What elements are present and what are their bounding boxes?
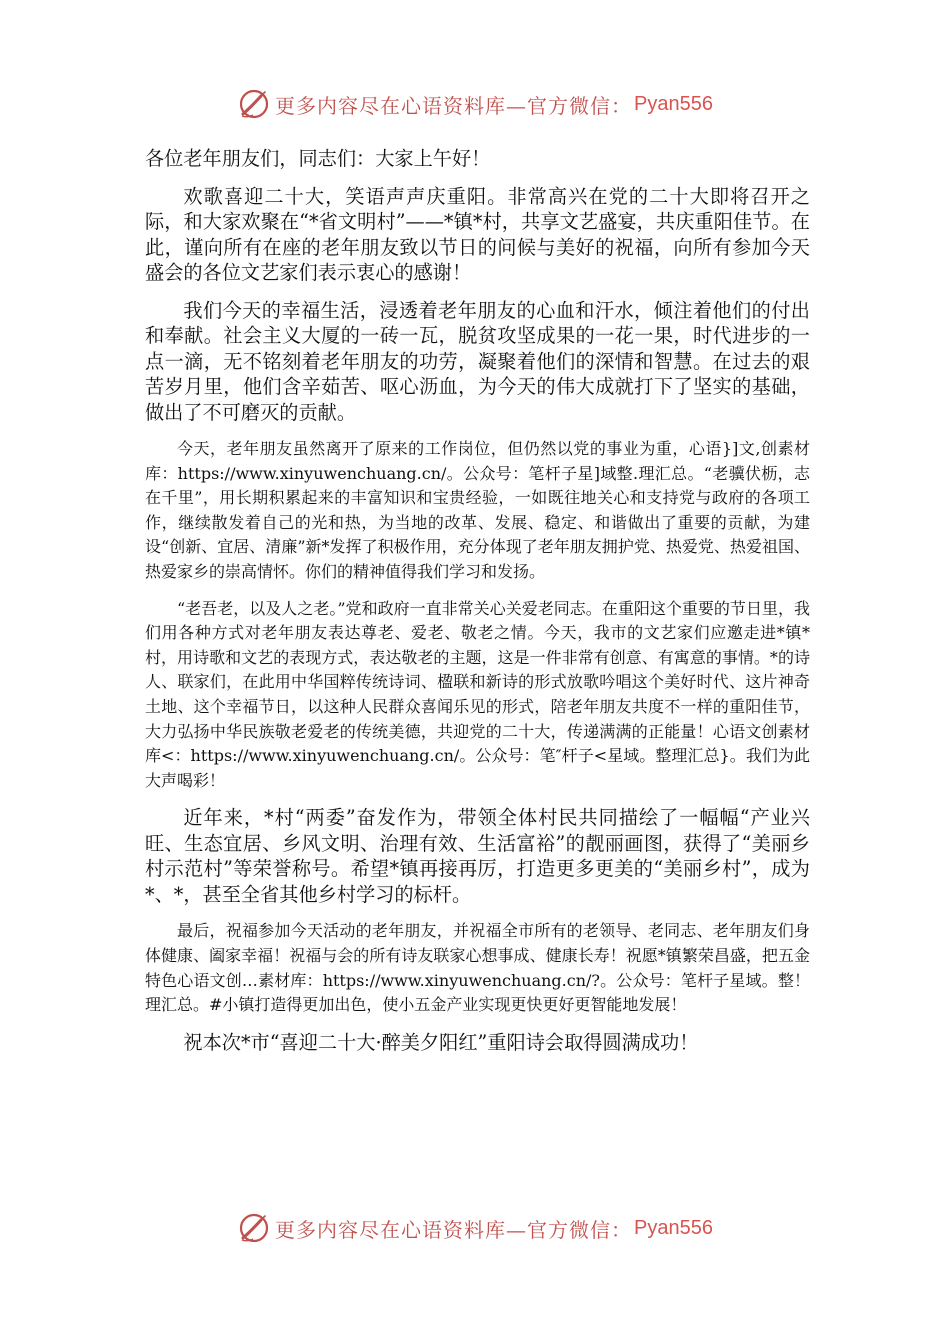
footer-banner[interactable]: [0, 1210, 950, 1246]
banner-wechat-id: Pyan556: [634, 92, 713, 115]
greeting: 各位老年朋友们，同志们：大家上午好！: [145, 147, 491, 170]
pen-circle-logo-icon: [237, 1211, 271, 1245]
pen-circle-logo-icon: [237, 87, 271, 121]
speech-body: [145, 146, 810, 1067]
paragraph: 近年来，*村“两委”奋发作为，带领全体村民共同描绘了一幅幅“产业兴旺、生态宜居、乡风文明、治理有效、生活富裕”的靓丽画图，获得了“美丽乡村示范村”等荣誉称号。希望*镇再接再厉，打造更多更美的“美丽乡村”，成为*、*，甚至全省其他乡村学习的标杆。: [145, 806, 810, 906]
paragraph: 欢歌喜迎二十大，笑语声声庆重阳。非常高兴在党的二十大即将召开之际，和大家欢聚在“*省文明村”——*镇*村，共享文艺盛宴，共庆重阳佳节。在此，谨向所有在座的老年朋友致以节日的问候与美好的祝福，向所有参加今天盛会的各位文艺家们表示衷心的感谢！: [145, 184, 810, 284]
closing-line: 祝本次*市“喜迎二十大·醉美夕阳红”重阳诗会取得圆满成功！: [183, 1030, 699, 1054]
paragraph: 我们今天的幸福生活，浸透着老年朋友的心血和汗水，倾注着他们的付出和奉献。社会主义大厦的一砖一瓦，脱贫攻坚成果的一花一果，时代进步的一点一滴，无不铭刻着老年朋友的功劳，凝聚着他们的深情和智慧。在过去的艰苦岁月里，他们含辛茹苦、呕心沥血，为今天的伟大成就打下了坚实的基础，做出了不可磨灭的贡献。: [145, 298, 810, 424]
banner-wechat-id: Pyan556: [634, 1216, 713, 1239]
paragraph: “老吾老，以及人之老。”党和政府一直非常关心关爱老同志。在重阳这个重要的节日里，我们用各种方式对老年朋友表达尊老、爱老、敬老之情。今天，我市的文艺家们应邀走进*镇*村，用诗歌和文艺的表现方式，表达敬老的主题，这是一件非常有创意、有寓意的事情。*的诗人、联家们，在此用中华国粹传统诗词、楹联和新诗的形式放歌吟唱这个美好时代、这片神奇土地、这个幸福节日，以这种人民群众喜闻乐见的形式，陪老年朋友共度不一样的重阳佳节，大力弘扬中华民族敬老爱老的传统美德，共迎党的二十大，传递满满的正能量！心语文创素材库<：https://www.xinyuwenchuang.cn/。公众号：笔″杆子<星域。整理汇总}。我们为此大声喝彩！: [145, 598, 810, 790]
header-banner[interactable]: [0, 86, 950, 122]
paragraph: 今天，老年朋友虽然离开了原来的工作岗位，但仍然以党的事业为重，心语}]文,创素材库：https://www.xinyuwenchuang.cn/。公众号：笔杆子星]域整.理汇总。“老骥伏枥，志在千里”，用长期积累起来的丰富知识和宝贵经验，一如既往地关心和支持党与政府的各项工作，继续散发着自己的光和热，为当地的改革、发展、稳定、和谐做出了重要的贡献，为建设“创新、宜居、清廉”新*发挥了积极作用，充分体现了老年朋友拥护党、热爱党、热爱祖国、热爱家乡的崇高情怀。你们的精神值得我们学习和发扬。: [145, 439, 810, 581]
banner-text: 更多内容尽在心语资料库—官方微信：: [275, 93, 633, 118]
banner-text: 更多内容尽在心语资料库—官方微信：: [275, 1217, 633, 1242]
paragraph: 最后，祝福参加今天活动的老年朋友，并祝福全市所有的老领导、老同志、老年朋友们身体健康、阖家幸福！祝福与会的所有诗友联家心想事成、健康长寿！祝愿*镇繁荣昌盛，把五金特色心语文创…素材库：https://www.xinyuwenchuang.cn/?。公众号：笔杆子星域。整！理汇总。#小镇打造得更加出色，使小五金产业实现更快更好更智能地发展！: [145, 921, 810, 1015]
